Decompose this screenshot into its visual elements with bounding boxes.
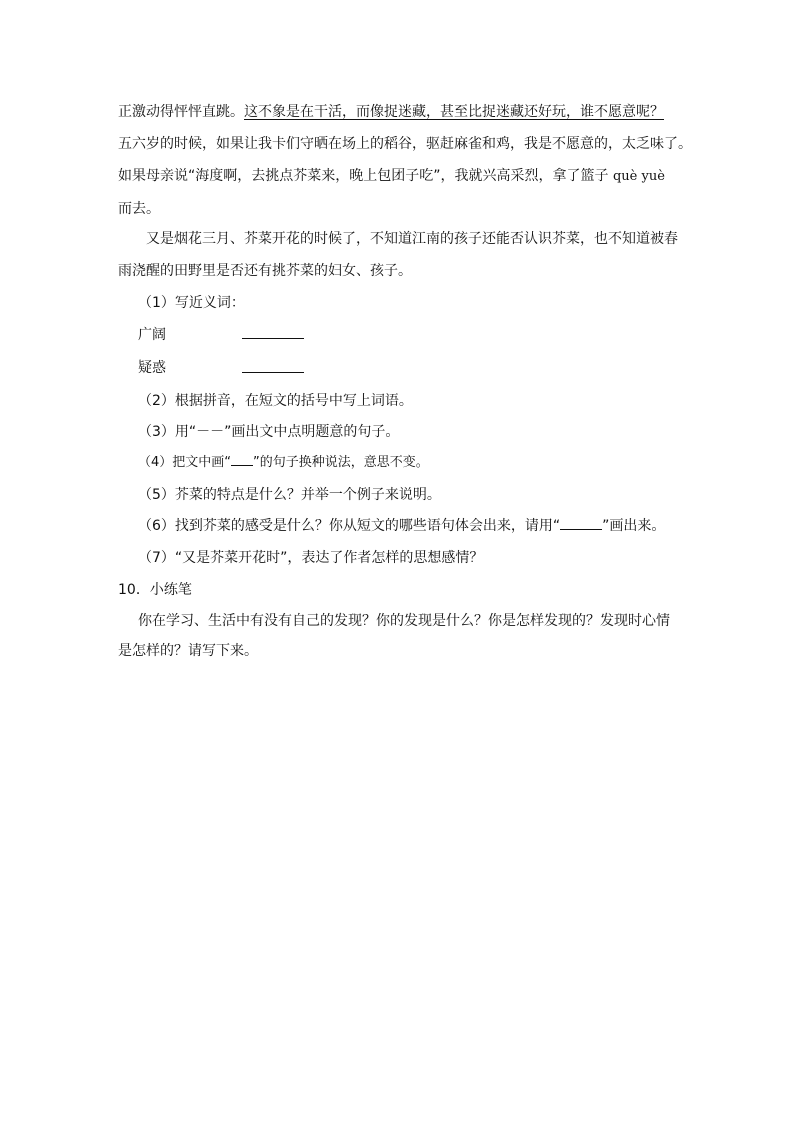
synonym-word: 广阔 xyxy=(138,327,166,343)
section-10-prompt-line-2: 是怎样的？请写下来。 xyxy=(118,643,258,659)
question-2: （2）根据拼音，在短文的括号中写上词语。 xyxy=(138,393,413,409)
answer-blank-1[interactable] xyxy=(242,338,304,339)
passage-text: 如果母亲说“海度啊，去挑点芥菜来，晚上包团子吃”，我就兴高采烈，拿了篮子 xyxy=(118,168,609,184)
synonym-row-2 xyxy=(138,358,166,378)
passage-line-6: 雨浇醒的田野里是否还有挑芥菜的妇女、孩子。 xyxy=(118,263,412,279)
passage-line-2: 五六岁的时候，如果让我卡们守晒在场上的稻谷，驱赶麻雀和鸡，我是不愿意的，太乏味了。 xyxy=(118,136,692,152)
question-text: ”画出来。 xyxy=(602,518,666,534)
question-1: （1）写近义词： xyxy=(138,295,245,311)
passage-line-4: 而去。 xyxy=(118,201,160,217)
section-10-title: 10．小练笔 xyxy=(118,582,192,598)
underline-sample xyxy=(231,453,253,466)
question-3: （3）用“－－”画出文中点明题意的句子。 xyxy=(138,424,400,440)
section-10-prompt-line-1: 你在学习、生活中有没有自己的发现？你的发现是什么？你是怎样发现的？发现时心情 xyxy=(138,613,670,629)
passage-text: 正激动得怦怦直跳。 xyxy=(118,104,244,120)
question-7: （7）“又是芥菜开花时”，表达了作者怎样的思想感情？ xyxy=(138,550,484,566)
underline-sample xyxy=(560,517,602,530)
passage-line-5: 又是烟花三月、芥菜开花的时候了，不知道江南的孩子还能否认识芥菜，也不知道被春 xyxy=(146,231,678,247)
underlined-sentence: 这不象是在干活，而像捉迷藏，甚至比捉迷藏还好玩，谁不愿意呢？ xyxy=(244,104,664,120)
question-5: （5）芥菜的特点是什么？并举一个例子来说明。 xyxy=(138,487,441,503)
passage-line-1 xyxy=(118,102,664,122)
question-text: （4）把文中画“ xyxy=(138,455,232,470)
pinyin-prompt: què yuè xyxy=(612,169,665,184)
synonym-word: 疑惑 xyxy=(138,360,166,376)
passage-line-3 xyxy=(118,166,665,187)
answer-blank-2[interactable] xyxy=(242,372,304,373)
question-4 xyxy=(138,453,429,473)
question-text: （6）找到芥菜的感受是什么？你从短文的哪些语句体会出来，请用“ xyxy=(138,518,561,534)
question-text: ”的句子换种说法，意思不变。 xyxy=(253,455,429,470)
question-6 xyxy=(138,516,665,536)
synonym-row-1 xyxy=(138,325,166,345)
